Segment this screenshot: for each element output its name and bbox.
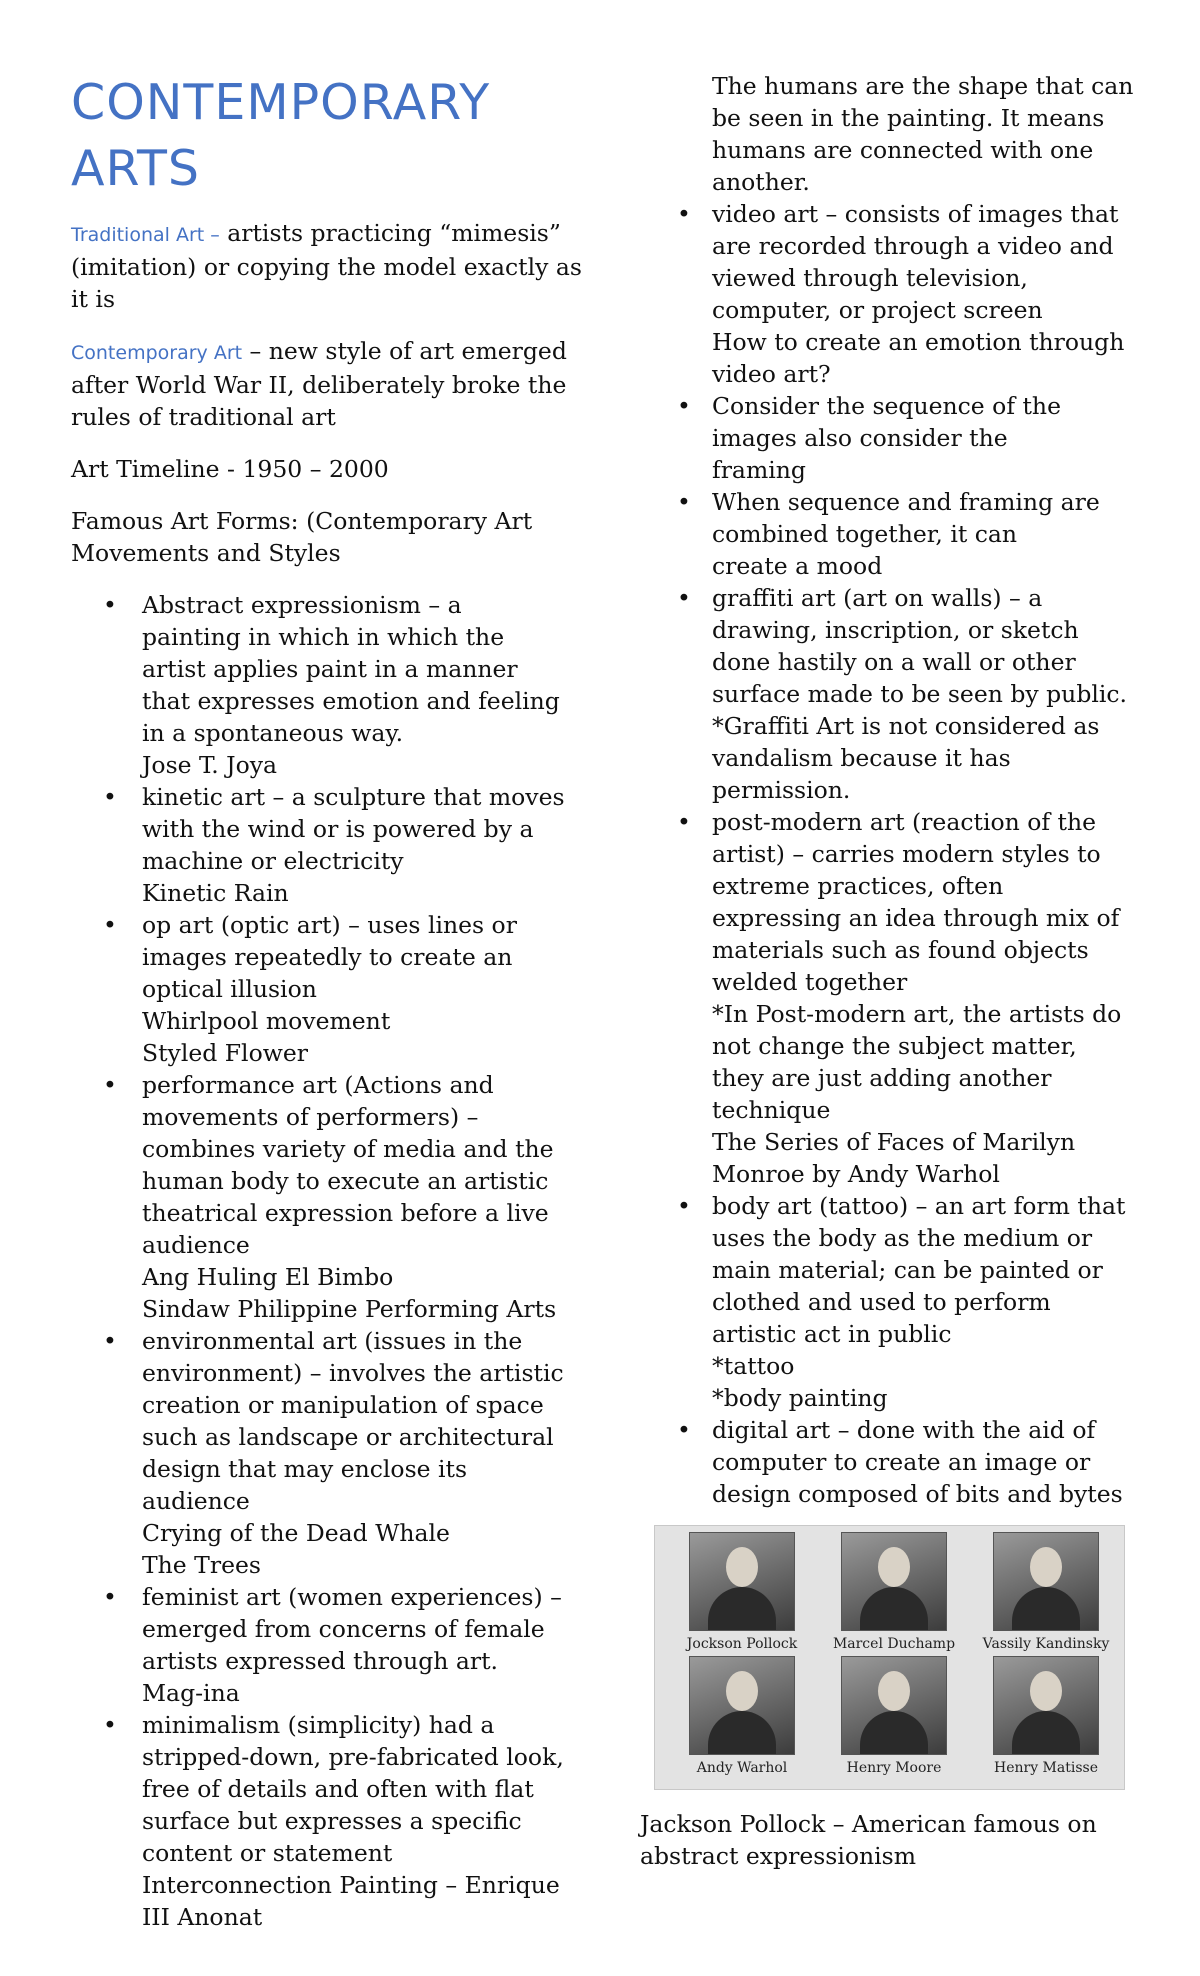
text-line: theatrical expression before a live [142, 1199, 549, 1227]
text-line: Whirlpool movement [142, 1007, 391, 1035]
contemporary-art-definition [71, 335, 591, 433]
text-line: • environmental art (issues in the [142, 1327, 523, 1355]
contemporary-art-term: Contemporary Art [71, 342, 243, 364]
text-line: combined together, it can [712, 520, 1018, 548]
text-line: computer to create an image or [712, 1448, 1091, 1476]
portrait-image [993, 1656, 1099, 1755]
text-line: machine or electricity [142, 847, 404, 875]
photo-caption [640, 1808, 1160, 1872]
text-line: be seen in the painting. It means [712, 104, 1105, 132]
text-line: environment) – involves the artistic [142, 1359, 564, 1387]
text-line: *tattoo [712, 1352, 795, 1380]
text-line: III Anonat [142, 1903, 263, 1931]
text-line: The humans are the shape that can [712, 72, 1134, 100]
video-art-tips [712, 390, 1152, 582]
portrait-head [726, 1547, 758, 1587]
art-forms-list-left [71, 589, 591, 1933]
text-line: optical illusion [142, 975, 317, 1003]
portrait-image [689, 1532, 795, 1631]
portrait-image [993, 1532, 1099, 1631]
text-line: Jackson Pollock – American famous on [640, 1810, 1097, 1838]
text-line: • digital art – done with the aid of [712, 1416, 1096, 1444]
traditional-art-definition [71, 217, 591, 315]
video-art-text [712, 198, 1152, 390]
text-line: uses the body as the medium or [712, 1224, 1093, 1252]
list-item [712, 582, 1152, 806]
artist-name-label: Henry Moore [846, 1760, 942, 1776]
text-line: • feminist art (women experiences) – [142, 1583, 562, 1611]
text-line: Interconnection Painting – Enrique [142, 1871, 560, 1899]
text-line: audience [142, 1487, 250, 1515]
portrait-head [1030, 1671, 1062, 1711]
text-line: combines variety of media and the [142, 1135, 554, 1163]
text-line: video art? [712, 360, 831, 388]
art-forms-list-right-more [712, 582, 1152, 1510]
text-line: *Graffiti Art is not considered as [712, 712, 1100, 740]
text-line: with the wind or is powered by a [142, 815, 534, 843]
text-line: • graffiti art (art on walls) – a [712, 584, 1043, 612]
artist-photo [667, 1532, 817, 1653]
title-line: ARTS [71, 140, 201, 197]
text-line: Ang Huling El Bimbo [142, 1263, 394, 1291]
text-line: main material; can be painted or [712, 1256, 1103, 1284]
text-line: • Consider the sequence of the [712, 392, 1061, 420]
right-column [712, 70, 1152, 1510]
dash-item [712, 486, 1152, 582]
text-line: are recorded through a video and [712, 232, 1114, 260]
text-line: • kinetic art – a sculpture that moves [142, 783, 565, 811]
text-line: How to create an emotion through [712, 328, 1125, 356]
art-forms-list-right [712, 198, 1152, 582]
text-line: clothed and used to perform [712, 1288, 1051, 1316]
text-line: The Trees [142, 1551, 261, 1579]
artist-photo [971, 1532, 1121, 1653]
portrait-head [1030, 1547, 1062, 1587]
text-line: creation or manipulation of space [142, 1391, 544, 1419]
definition-text: – new style of art emerged after World War II, deliberately broke the rules of traditional art [71, 337, 567, 431]
text-line: surface made to be seen by public. [712, 680, 1128, 708]
left-column [71, 70, 591, 1933]
text-line: Jose T. Joya [142, 751, 278, 779]
text-line: extreme practices, often [712, 872, 1004, 900]
artist-photo [819, 1532, 969, 1653]
art-timeline: Art Timeline - 1950 – 2000 [71, 455, 389, 483]
page-title [71, 70, 591, 202]
portrait-body [708, 1711, 776, 1755]
text-line: • performance art (Actions and [142, 1071, 494, 1099]
text-line: artist applies paint in a manner [142, 655, 518, 683]
portrait-body [860, 1587, 928, 1631]
artist-photo [667, 1656, 817, 1777]
text-line: Kinetic Rain [142, 879, 289, 907]
text-line: Mag-ina [142, 1679, 240, 1707]
portrait-body [860, 1711, 928, 1755]
portrait-body [1012, 1711, 1080, 1755]
list-item [71, 781, 591, 909]
portrait-head [878, 1671, 910, 1711]
text-line: • Abstract expressionism – a [142, 591, 462, 619]
list-item-video-art [712, 198, 1152, 582]
title-line: CONTEMPORARY [71, 74, 491, 131]
text-line: create a mood [712, 552, 883, 580]
text-line: abstract expressionism [640, 1842, 916, 1870]
text-line: emerged from concerns of female [142, 1615, 545, 1643]
text-line: • post-modern art (reaction of the [712, 808, 1097, 836]
text-line: computer, or project screen [712, 296, 1043, 324]
list-item [712, 1190, 1152, 1414]
text-line: *body painting [712, 1384, 888, 1412]
text-line: • video art – consists of images that [712, 200, 1119, 228]
text-line: painting in which in which the [142, 623, 505, 651]
text-line: • When sequence and framing are [712, 488, 1100, 516]
text-line: done hastily on a wall or other [712, 648, 1076, 676]
forms-heading: Famous Art Forms: (Contemporary Art Movements and Styles [71, 507, 533, 567]
text-line: audience [142, 1231, 250, 1259]
text-line: human body to execute an artistic [142, 1167, 549, 1195]
artist-photo-collage [654, 1525, 1125, 1790]
text-line: that expresses emotion and feeling [142, 687, 560, 715]
portrait-head [878, 1547, 910, 1587]
text-line: expressing an idea through mix of [712, 904, 1120, 932]
portrait-body [1012, 1587, 1080, 1631]
definition-text: artists practicing “mimesis” (imitation) or copying the model exactly as it is [71, 219, 582, 313]
artist-name-label: Andy Warhol [696, 1760, 788, 1776]
text-line: Monroe by Andy Warhol [712, 1160, 1000, 1188]
text-line: such as landscape or architectural [142, 1423, 554, 1451]
text-line: in a spontaneous way. [142, 719, 404, 747]
text-line: content or statement [142, 1839, 393, 1867]
list-item [71, 1069, 591, 1325]
portrait-body [708, 1587, 776, 1631]
text-line: *In Post-modern art, the artists do [712, 1000, 1122, 1028]
text-line: The Series of Faces of Marilyn [712, 1128, 1076, 1156]
artist-name-label: Jockson Pollock [686, 1636, 798, 1652]
text-line: artistic act in public [712, 1320, 952, 1348]
text-line: Styled Flower [142, 1039, 308, 1067]
list-item [712, 806, 1152, 1190]
text-line: Crying of the Dead Whale [142, 1519, 450, 1547]
text-line: vandalism because it has [712, 744, 1011, 772]
text-line: • body art (tattoo) – an art form that [712, 1192, 1126, 1220]
traditional-art-term: Traditional Art – [71, 224, 220, 246]
text-line: materials such as found objects [712, 936, 1089, 964]
text-line: drawing, inscription, or sketch [712, 616, 1079, 644]
artist-name-label: Henry Matisse [993, 1760, 1098, 1776]
text-line: surface but expresses a specific [142, 1807, 522, 1835]
text-line: design composed of bits and bytes [712, 1480, 1123, 1508]
text-line: • minimalism (simplicity) had a [142, 1711, 495, 1739]
artist-photo [971, 1656, 1121, 1777]
list-item [71, 1325, 591, 1581]
text-line: permission. [712, 776, 851, 804]
text-line: • op art (optic art) – uses lines or [142, 911, 517, 939]
artist-name-label: Vassily Kandinsky [982, 1636, 1110, 1652]
artist-photo [819, 1656, 969, 1777]
list-item [71, 1709, 591, 1933]
text-line: free of details and often with flat [142, 1775, 534, 1803]
text-line: they are just adding another [712, 1064, 1052, 1092]
text-line: design that may enclose its [142, 1455, 468, 1483]
continued-text [712, 70, 1152, 198]
dash-item [712, 390, 1152, 486]
portrait-image [689, 1656, 795, 1755]
text-line: images also consider the [712, 424, 1008, 452]
text-line: not change the subject matter, [712, 1032, 1077, 1060]
portrait-image [841, 1656, 947, 1755]
text-line: technique [712, 1096, 831, 1124]
text-line: humans are connected with one [712, 136, 1094, 164]
text-line: artists expressed through art. [142, 1647, 499, 1675]
text-line: artist) – carries modern styles to [712, 840, 1101, 868]
portrait-head [726, 1671, 758, 1711]
text-line: viewed through television, [712, 264, 1028, 292]
list-item [71, 909, 591, 1069]
list-item [712, 1414, 1152, 1510]
list-item [71, 1581, 591, 1709]
portrait-image [841, 1532, 947, 1631]
text-line: images repeatedly to create an [142, 943, 513, 971]
artist-name-label: Marcel Duchamp [832, 1636, 956, 1652]
text-line: movements of performers) – [142, 1103, 479, 1131]
text-line: another. [712, 168, 810, 196]
list-item [71, 589, 591, 781]
text-line: welded together [712, 968, 908, 996]
text-line: Sindaw Philippine Performing Arts [142, 1295, 557, 1323]
text-line: stripped-down, pre-fabricated look, [142, 1743, 564, 1771]
text-line: framing [712, 456, 806, 484]
